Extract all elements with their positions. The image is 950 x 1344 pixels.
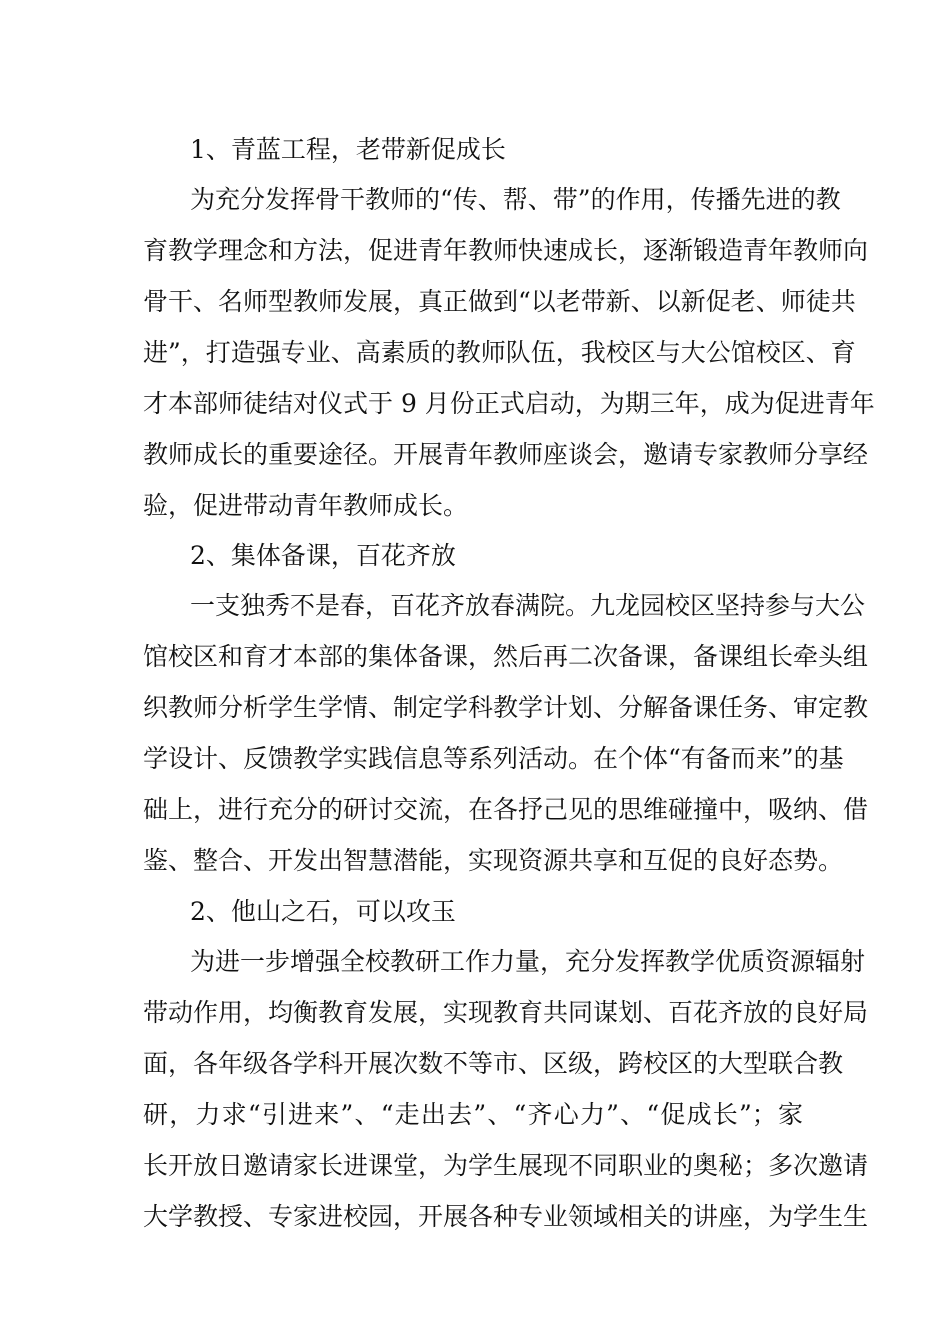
paragraph-line: 才本部师徒结对仪式于 9 月份正式启动，为期三年，成为促进青年 [143, 389, 875, 418]
paragraph-line: 织教师分析学生学情、制定学科教学计划、分解备课任务、审定教 [143, 693, 869, 722]
paragraph-line: 大学教授、专家进校园，开展各种专业领域相关的讲座，为学生生 [143, 1202, 869, 1231]
paragraph-line: 带动作用，均衡教育发展，实现教育共同谋划、百花齐放的良好局 [143, 998, 869, 1027]
paragraph-line: 鉴、整合、开发出智慧潜能，实现资源共享和互促的良好态势。 [143, 846, 844, 875]
paragraph-line: 面，各年级各学科开展次数不等市、区级，跨校区的大型联合教 [143, 1049, 844, 1078]
paragraph-line: 研，力求“引进来”、“走出去”、“齐心力”、“促成长”；家 [143, 1100, 803, 1129]
paragraph-line: 为进一步增强全校教研工作力量，充分发挥教学优质资源辐射 [190, 947, 866, 976]
paragraph-line: 馆校区和育才本部的集体备课，然后再二次备课，备课组长牵头组 [143, 642, 869, 671]
heading-1: 1、青蓝工程，老带新促成长 [190, 135, 506, 164]
paragraph-line: 学设计、反馈教学实践信息等系列活动。在个体“有备而来”的基 [143, 744, 844, 773]
paragraph-line: 骨干、名师型教师发展，真正做到“以老带新、以新促老、师徒共 [143, 287, 856, 316]
paragraph-line: 长开放日邀请家长进课堂，为学生展现不同职业的奥秘；多次邀请 [143, 1151, 869, 1180]
paragraph-line: 教师成长的重要途径。开展青年教师座谈会，邀请专家教师分享经 [143, 440, 869, 469]
heading-3: 2、他山之石，可以攻玉 [190, 897, 456, 926]
paragraph-line: 础上，进行充分的研讨交流，在各抒己见的思维碰撞中，吸纳、借 [143, 795, 869, 824]
paragraph-line: 为充分发挥骨干教师的“传、帮、带”的作用，传播先进的教 [190, 185, 841, 214]
paragraph-line: 进”，打造强专业、高素质的教师队伍，我校区与大公馆校区、育 [143, 338, 856, 367]
paragraph-line: 育教学理念和方法，促进青年教师快速成长，逐渐锻造青年教师向 [143, 236, 869, 265]
heading-2: 2、集体备课，百花齐放 [190, 541, 456, 570]
paragraph-line: 一支独秀不是春，百花齐放春满院。九龙园校区坚持参与大公 [190, 591, 866, 620]
paragraph-line: 验，促进带动青年教师成长。 [143, 491, 469, 520]
